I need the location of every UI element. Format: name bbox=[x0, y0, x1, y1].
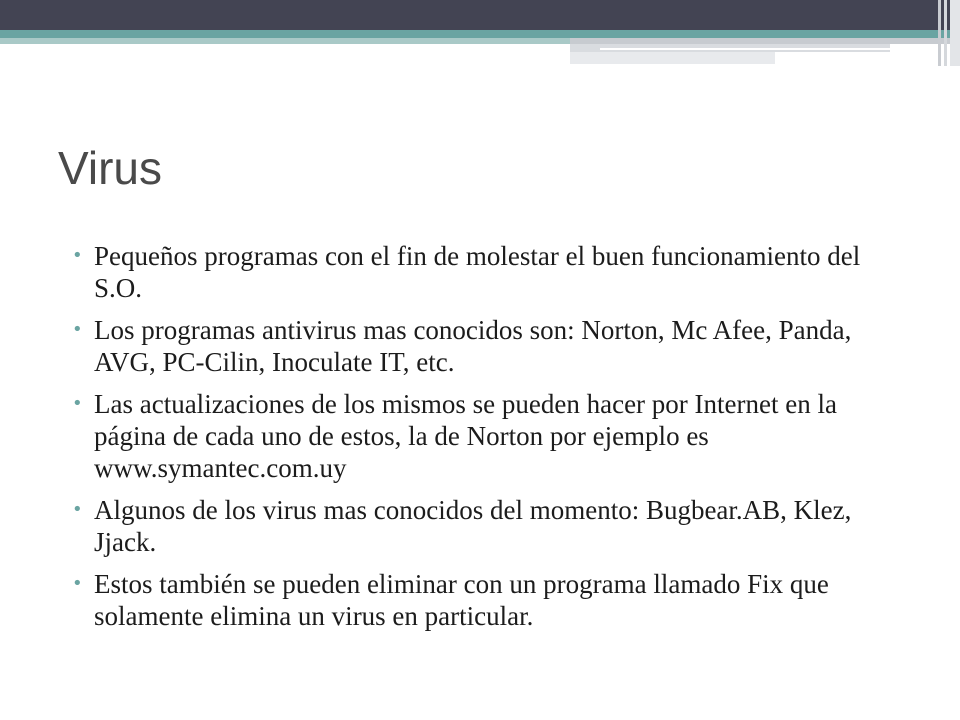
bullet-dot-icon: • bbox=[72, 499, 83, 520]
bullet-dot-icon: • bbox=[72, 319, 83, 340]
bullet-text: Algunos de los virus mas conocidos del momento: Bugbear.AB, Klez, Jjack. bbox=[94, 495, 852, 557]
header-band-teal-light bbox=[0, 38, 570, 44]
bullet-item bbox=[72, 494, 912, 558]
header-corner-bars bbox=[932, 0, 960, 66]
bullet-dot-icon: • bbox=[72, 393, 83, 414]
bullet-text: Estos también se pueden eliminar con un programa llamado Fix que solamente elimina un virus en particular. bbox=[94, 569, 829, 631]
corner-bar bbox=[944, 0, 947, 66]
corner-bar bbox=[938, 0, 941, 66]
bullet-dot-icon: • bbox=[72, 245, 83, 266]
header-divider-line bbox=[600, 48, 890, 50]
bullet-item bbox=[72, 240, 912, 304]
header-band-teal bbox=[0, 30, 960, 38]
header-band-dark bbox=[0, 0, 960, 30]
bullet-list bbox=[72, 240, 912, 642]
bullet-text: Los programas antivirus mas conocidos son: Norton, Mc Afee, Panda, AVG, PC-Cilin, Inoculate IT, etc. bbox=[94, 315, 852, 377]
bullet-item bbox=[72, 314, 912, 378]
corner-bar bbox=[950, 0, 960, 66]
bullet-text: Las actualizaciones de los mismos se pueden hacer por Internet en la página de cada uno de estos, la de Norton por ejemplo es www.symantec.com.uy bbox=[94, 389, 837, 483]
bullet-text: Pequeños programas con el fin de molestar el buen funcionamiento del S.O. bbox=[94, 241, 861, 303]
bullet-dot-icon: • bbox=[72, 573, 83, 594]
bullet-item bbox=[72, 568, 912, 632]
bullet-item bbox=[72, 388, 912, 484]
slide-title: Virus bbox=[58, 142, 162, 194]
header-band-gray bbox=[570, 52, 775, 64]
